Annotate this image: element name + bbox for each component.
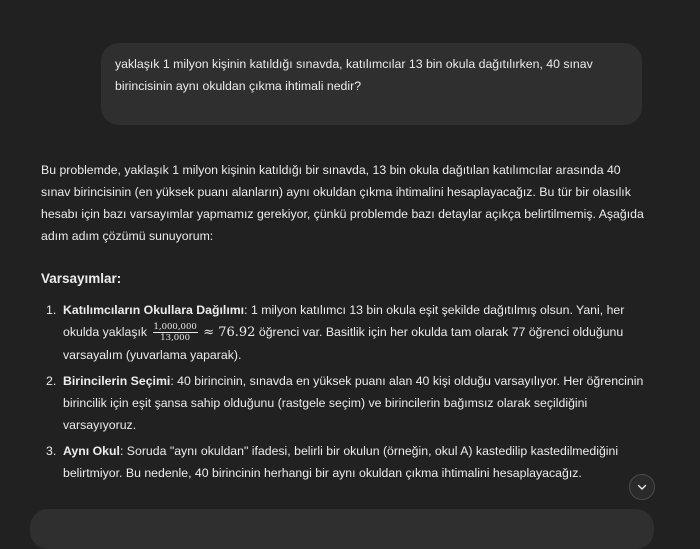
assumptions-heading: Varsayımlar: (41, 271, 122, 286)
list-item-title: Birincilerin Seçimi (63, 374, 171, 388)
list-item-number: 1. (46, 303, 57, 317)
fraction (153, 322, 198, 343)
list-item-number: 3. (46, 444, 57, 458)
list-item (41, 299, 646, 366)
list-item-text: : 1 milyon katılımcı 13 bin okula eşit şekilde dağıtılmış olsun. Yani, her okulda yaklaşık (63, 303, 625, 339)
user-message-bubble (101, 43, 642, 125)
user-message-text: yaklaşık 1 milyon kişinin katıldığı sınavda, katılımcılar 13 bin okula dağıtılırken, 40 sınav birincisinin aynı okuldan çıkma ihtimali nedir? (115, 57, 593, 93)
list-item-text-after: öğrenci var. Basitlik için her okulda tam olarak 77 öğrenci olduğunu varsayalım (yuvarlama yaparak). (63, 325, 624, 362)
list-item (41, 370, 646, 436)
assistant-message (41, 159, 646, 488)
list-item-title: Katılımcıların Okullara Dağılımı (63, 303, 245, 317)
list-item (41, 440, 646, 484)
list-item-text: : Soruda "aynı okuldan" ifadesi, belirli bir okulun (örneğin, okul A) kastedilip kastedilmediğini belirtmiyor. Bu nedenle, 40 birincinin herhangi bir aynı okuldan çıkma ihtimalini hesaplayacağız. (63, 444, 619, 480)
fraction-numerator: 1,000,000 (153, 322, 197, 333)
approx-value: ≈ 76.92 (203, 325, 256, 340)
list-item-text: : 40 birincinin, sınavda en yüksek puanı alan 40 kişi olduğu varsayılıyor. Her öğrencinin birincilik için eşit şansa sahip olduğunu (rastgele seçim) ve birincilerin bağımsız olarak seçildiğini varsayıyoruz. (63, 374, 644, 432)
chevron-down-icon (636, 481, 648, 493)
assumptions-list (41, 299, 646, 484)
scroll-down-button[interactable] (629, 474, 655, 500)
list-item-title: Aynı Okul (63, 444, 120, 458)
assistant-intro: Bu problemde, yaklaşık 1 milyon kişinin katıldığı bir sınavda, 13 bin okula dağıtılan katılımcılar arasında 40 sınav birincisinin (en yüksek puanı alanların) aynı okuldan çıkma ihtimalini hesaplayacağız. Bu tür bir olasılık hesabı için bazı varsayımlar yapmamız gerekiyor, çünkü problemde bazı detaylar açıkça belirtilmemiş. Aşağıda adım adım çözümü sunuyorum: (41, 163, 644, 243)
message-input[interactable] (30, 509, 654, 549)
fraction-denominator: 13,000 (160, 333, 190, 344)
list-item-number: 2. (46, 374, 57, 388)
